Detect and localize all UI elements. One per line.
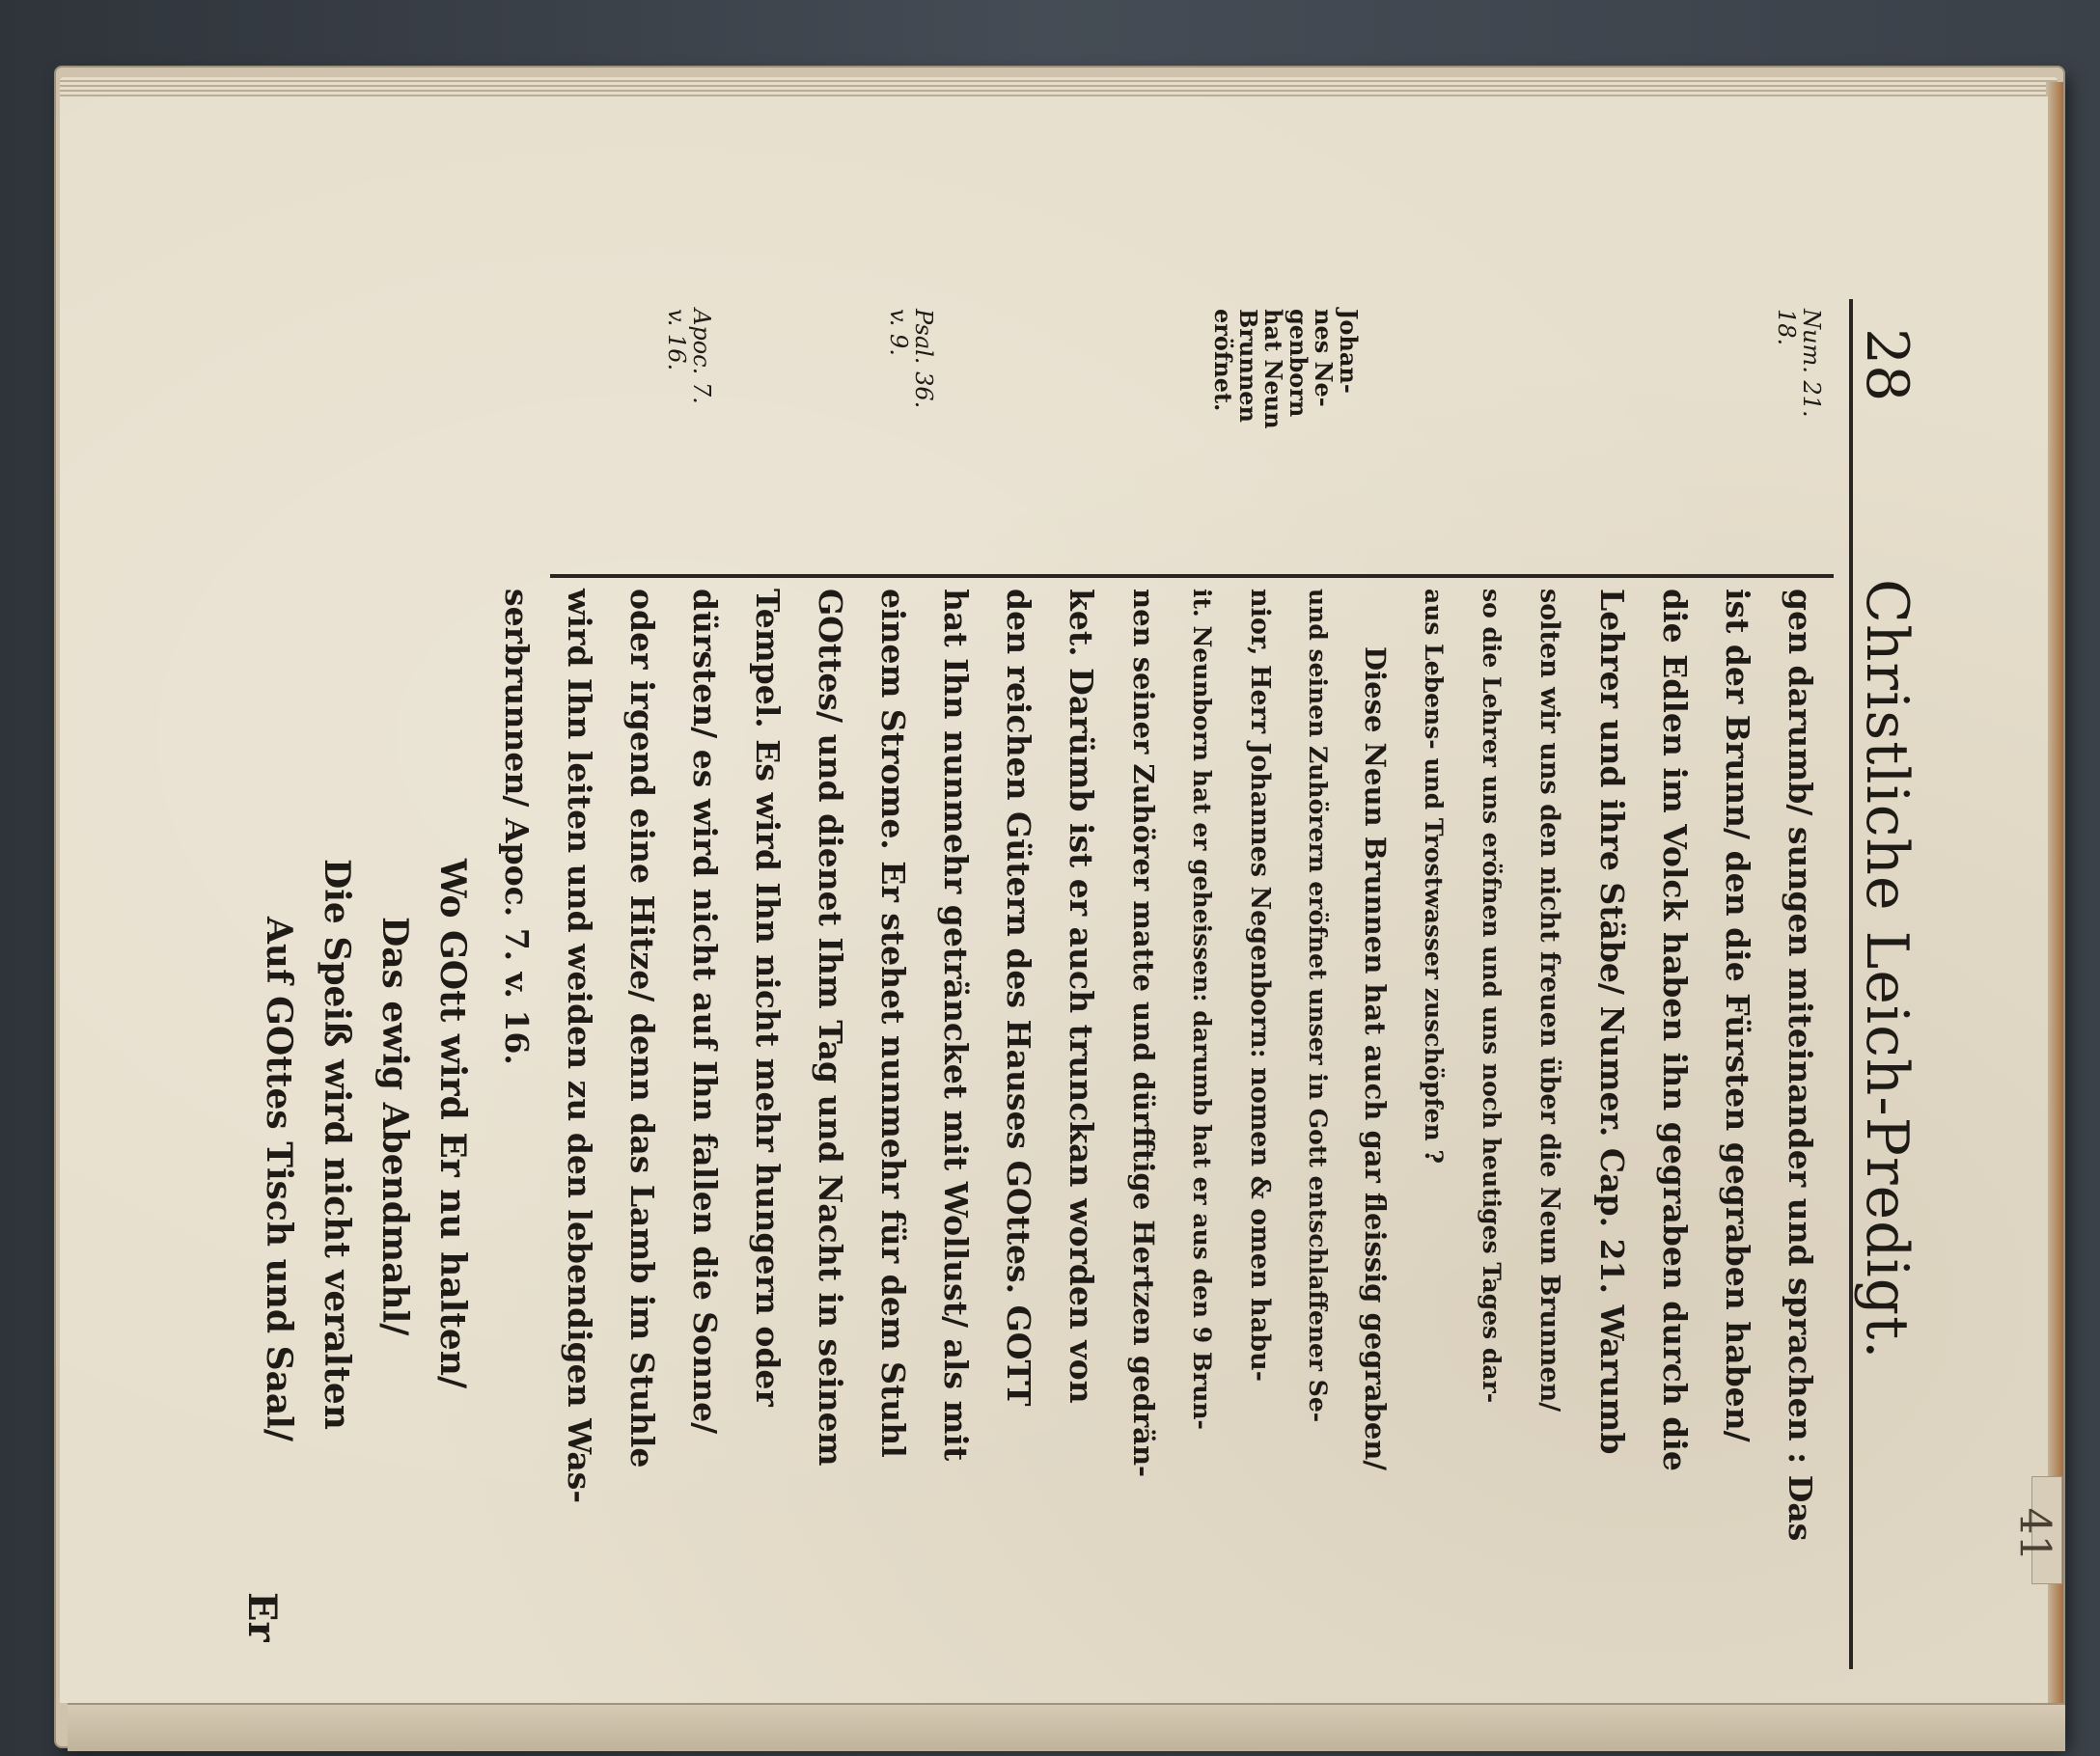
text-line: solten wir uns den nicht freuen über die Neun Brunnen/ [1534, 589, 1564, 1413]
text-line: GOttes/ und dienet Ihm Tag und Nacht in seinem [812, 589, 849, 1467]
verse-line: Die Speiß wird nicht veralten [317, 859, 357, 1430]
margin-note: Psal. 36. v. 9. [885, 309, 937, 409]
text-line: einem Strome. Er stehet nunmehr für dem Stuhl [874, 589, 912, 1458]
text-line: aus Lebens- und Trostwasser zuschöpfen ? [1420, 589, 1448, 1164]
text-line: Diese Neun Brunnen hat auch gar fleissig gegraben/ [1359, 646, 1392, 1470]
verse-line: Das ewig Abendmahl/ [374, 917, 415, 1336]
text-line: it. Neunborn hat er geheissen: darumb hat er aus den 9 Brun- [1188, 589, 1216, 1430]
margin-note: Num. 21. 18. [1773, 309, 1825, 418]
page-edges-top [60, 77, 2058, 98]
margin-note: Apoc. 7. v. 16. [663, 309, 715, 404]
text-line: hat Ihn nunmehr geträncket mit Wollust/ als mit [937, 589, 975, 1462]
verse-line: Wo GOtt wird Er nu halten/ [432, 859, 473, 1389]
text-line: dürsten/ es wird nicht auf Ihn fallen die Sonne/ [686, 589, 724, 1435]
verse-line: Auf GOttes Tisch und Saal/ [259, 917, 299, 1442]
page-number: 28 [1853, 328, 1920, 402]
text-line: und seinen Zuhörern eröfnet unser in Gott entschlaffener Se- [1304, 589, 1332, 1423]
text-line: nior, Herr Johannes Negenborn: nomen & omen habu- [1245, 589, 1275, 1382]
text-line: die Edlen im Volck haben ihn gegraben durch die [1656, 589, 1694, 1471]
header-rule [1849, 299, 1853, 1669]
text-line: ket. Darümb ist er auch trunckan worden von [1063, 589, 1100, 1404]
catchword: Er [239, 1592, 285, 1642]
margin-note: Johan- nes Ne- genborn hat Neun Brunnen eröfnet. [1209, 309, 1363, 429]
text-line: Lehrer und ihre Stäbe/ Numer. Cap. 21. Warumb [1593, 589, 1631, 1455]
text-line: oder irgend eine Hitze/ denn das Lamb im Stuhle [623, 589, 661, 1468]
text-line: so die Lehrer uns eröfnen und uns noch heutiges Tages dar- [1478, 589, 1506, 1404]
text-line: serbrunnen/ Apoc. 7. v. 16. [498, 589, 536, 1065]
page-edges-bottom [68, 1703, 2065, 1751]
running-title: Christliche Leich-Predigt. [1853, 579, 1920, 1360]
text-line: den reichen Gütern des Hauses GOttes. GOTT [1000, 589, 1037, 1407]
text-line: gen darumb/ sungen miteinander und sprachen : Das [1782, 589, 1819, 1542]
folio-mark: 41 [2009, 1507, 2059, 1562]
printed-text-block [241, 299, 1978, 1650]
text-line: wird Ihn leiten und weiden zu den lebendigen Was- [561, 589, 598, 1504]
text-line: Tempel. Es wird Ihn nicht mehr hungern oder [749, 589, 787, 1407]
text-line: ist der Brunn/ den die Fürsten gegraben haben/ [1719, 589, 1756, 1442]
running-head [1853, 299, 1920, 1650]
text-line: nen seiner Zuhörer matte und dürfftige Hertzen gedrän- [1127, 589, 1160, 1478]
margin-rule [550, 574, 1834, 578]
